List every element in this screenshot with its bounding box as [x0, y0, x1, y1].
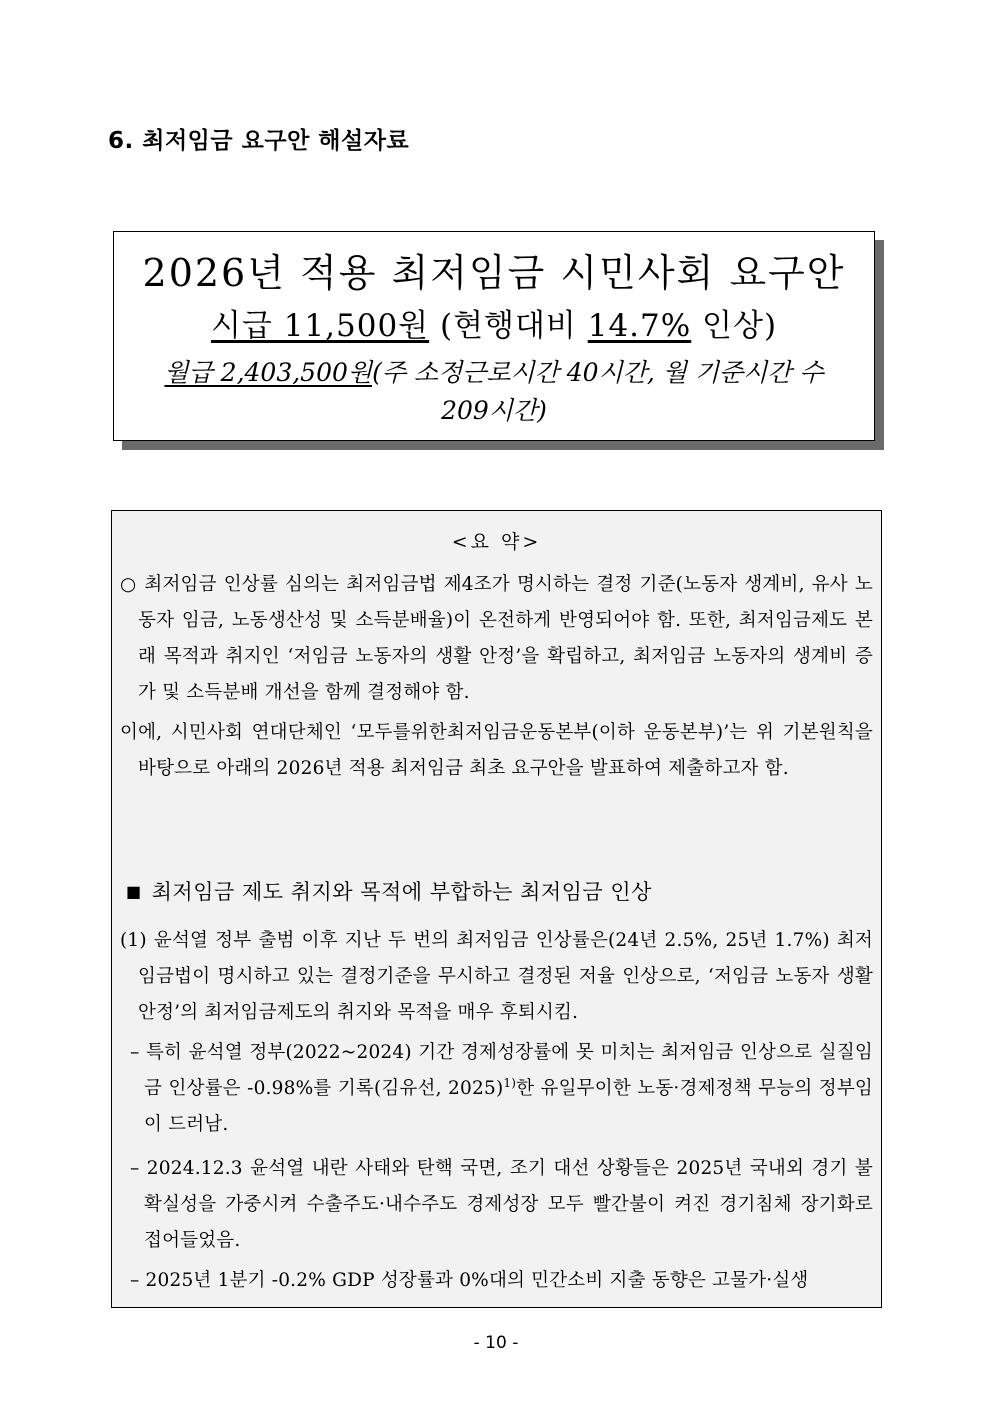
page-number: - 10 - [473, 1333, 519, 1353]
list-item-1: (1) 윤석열 정부 출범 이후 지난 두 번의 최저임금 인상률은(24년 2.5%, 25년 1.7%) 최저임금법이 명시하고 있는 결정기준을 무시하고 결정된 저율 인상으로, ‘저임금 노동자 생활 안정’의 최저임금제도의 취지와 목적을 매우 후퇴시킴. [120, 930, 873, 1023]
monthly-wage-line [144, 354, 844, 430]
summary-title: <요 약> [451, 531, 542, 553]
demand-title-box [113, 231, 875, 441]
bullet-heading [126, 876, 652, 906]
footnote-ref[interactable]: 1) [503, 1075, 517, 1090]
bullet-heading-text: 최저임금 제도 취지와 목적에 부합하는 최저임금 인상 [151, 880, 652, 904]
compare-close: 인상) [691, 308, 778, 344]
dash-item-1-text: – 특히 윤석열 정부(2022~2024) 기간 경제성장률에 못 미치는 최저임금 인상으로 실질임금 인상률은 -0.98%를 기록(김유선, 2025) [130, 1042, 873, 1099]
hourly-wage-line [114, 300, 874, 345]
dash-item-3: – 2025년 1분기 -0.2% GDP 성장률과 0%대의 민간소비 지출 동향은 고물가·실생 [130, 1270, 809, 1291]
dash-item-1-text-end: 한 유일무이한 노동·경제정책 무능의 정부임이 드러남. [144, 1078, 873, 1135]
square-bullet-icon: ■ [126, 882, 142, 901]
summary-paragraph-1: ○ 최저임금 인상률 심의는 최저임금법 제4조가 명시하는 결정 기준(노동자 생계비, 유사 노동자 임금, 노동생산성 및 소득분배율)이 온전하게 반영되어야 함. 또한, 최저임금제도 본래 목적과 취지인 ‘저임금 노동자의 생활 안정’을 확립하고, 최저임금 노동자의 생계비 증가 및 소득분배 개선을 함께 결정해야 함. [120, 574, 873, 703]
monthly-wage: 월급 2,403,500원 [164, 358, 373, 387]
compare-open: (현행대비 [429, 308, 588, 344]
dash-item-1 [120, 1035, 873, 1143]
dash-item-2: – 2024.12.3 윤석열 내란 사태와 탄핵 국면, 조기 대선 상황들은 2025년 국내외 경기 불확실성을 가중시켜 수출주도·내수주도 경제성장 모두 빨간불이 켜진 경기침체 장기화로 접어들었음. [130, 1158, 873, 1251]
summary-paragraph-2: 이에, 시민사회 연대단체인 ‘모두를위한최저임금운동본부(이하 운동본부)’는 위 기본원칙을 바탕으로 아래의 2026년 적용 최저임금 최초 요구안을 발표하여 제출하고자 함. [120, 722, 873, 779]
increase-rate: 14.7% [587, 308, 692, 344]
hourly-wage: 시급 11,500원 [210, 308, 430, 344]
monthly-note: (주 소정근로시간 40시간, 월 기준시간 수 209시간) [372, 358, 824, 425]
demand-title: 2026년 적용 최저임금 시민사회 요구안 [142, 251, 846, 295]
section-heading: 6. 최저임금 요구안 해설자료 [108, 128, 410, 154]
summary-box [111, 510, 882, 1308]
